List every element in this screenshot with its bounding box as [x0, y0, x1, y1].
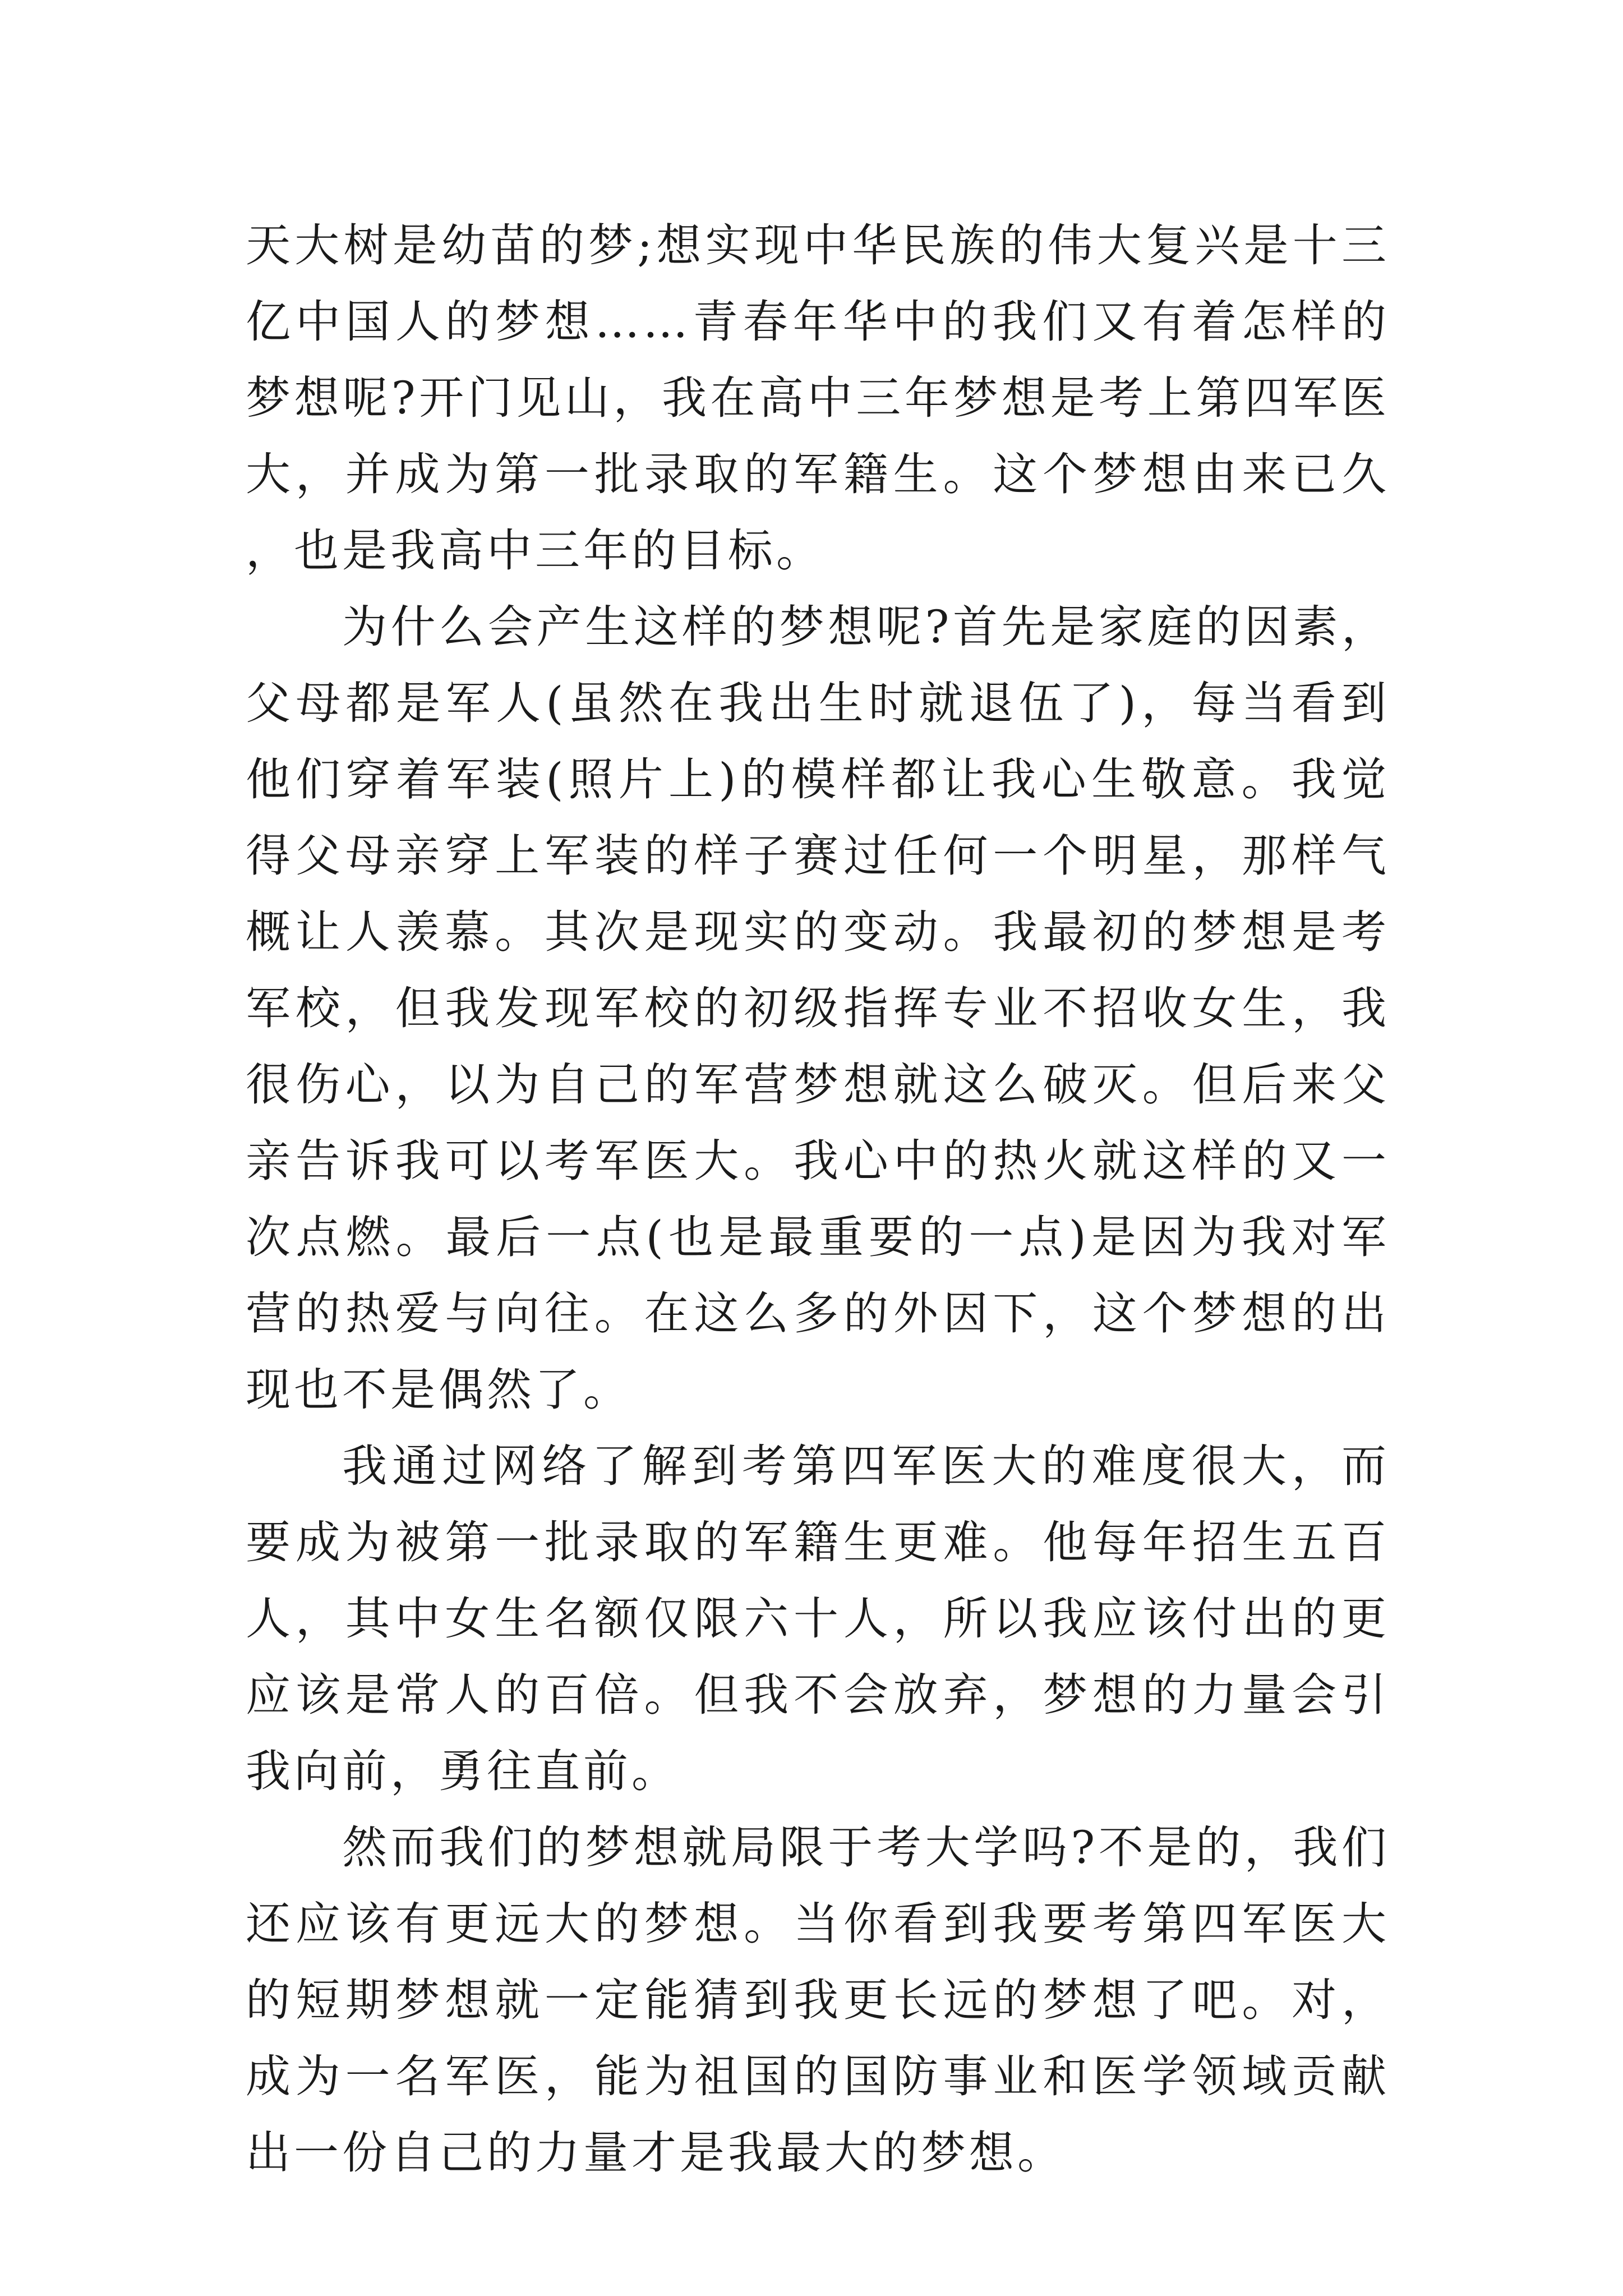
- document-body: [246, 208, 1390, 2191]
- paragraph-2: 为什么会产生这样的梦想呢?首先是家庭的因素，父母都是军人(虽然在我出生时就退伍了)，每当看到他们穿着军装(照片上)的模样都让我心生敬意。我觉得父母亲穿上军装的样子赛过任何一个明星，那样气概让人羡慕。其次是现实的变动。我最初的梦想是考军校，但我发现军校的初级指挥专业不招收女生，我很伤心，以为自己的军营梦想就这么破灭。但后来父亲告诉我可以考军医大。我心中的热火就这样的又一次点燃。最后一点(也是最重要的一点)是因为我对军营的热爱与向往。在这么多的外因下，这个梦想的出现也不是偶然了。: [246, 601, 1390, 1416]
- paragraph-4: 然而我们的梦想就局限于考大学吗?不是的，我们还应该有更远大的梦想。当你看到我要考第四军医大的短期梦想就一定能猜到我更长远的梦想了吧。对，成为一名军医，能为祖国的国防事业和医学领域贡献出一份自己的力量才是我最大的梦想。: [246, 1821, 1390, 2179]
- paragraph-1: 天大树是幼苗的梦;想实现中华民族的伟大复兴是十三亿中国人的梦想……青春年华中的我们又有着怎样的梦想呢?开门见山，我在高中三年梦想是考上第四军医大，并成为第一批录取的军籍生。这个梦想由来已久，也是我高中三年的目标。: [246, 219, 1390, 577]
- paragraph-3: 我通过网络了解到考第四军医大的难度很大，而要成为被第一批录取的军籍生更难。他每年招生五百人，其中女生名额仅限六十人，所以我应该付出的更应该是常人的百倍。但我不会放弃，梦想的力量会引我向前，勇往直前。: [246, 1440, 1390, 1797]
